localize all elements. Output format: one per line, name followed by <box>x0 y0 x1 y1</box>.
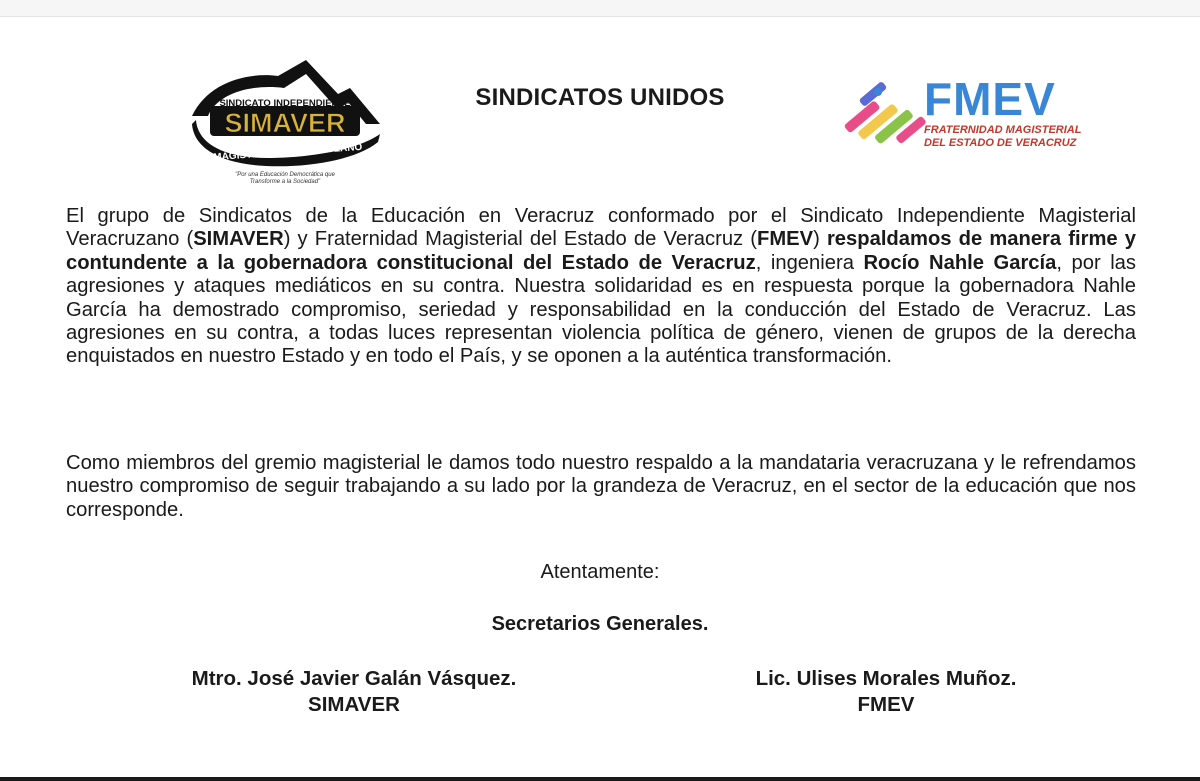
p1-text-5: , por las agresiones y ataques mediáticos en su contra. Nuestra solidaridad es en respuesta porque la gobernadora Nahle García ha demostrado compromiso, seriedad y responsabilidad en la conducción del Estado de Veracruz. Las agresiones en su contra, a todas luces representan violencia política de género, vienen de grupos de la derecha enquistados en nuestro Estado y en todo el País, y se oponen a la auténtica transformación. <box>66 251 1136 368</box>
fmev-logo-sub1: FRATERNIDAD MAGISTERIAL <box>924 124 1082 136</box>
paragraph-1 <box>66 205 1136 369</box>
top-edge <box>0 0 1200 17</box>
simaver-motto-line1: "Por una Educación Democrática que <box>235 172 335 178</box>
paragraph-2: Como miembros del gremio magisterial le damos todo nuestro respaldo a la mandataria veracruzana y le refrendamos nuestro compromiso de seguir trabajando a su lado por la grandeza de Veracruz, en el sector de la educación que nos corresponde. <box>66 452 1136 521</box>
p1-bold-fmev: FMEV <box>757 228 814 251</box>
salutation: Atentamente: <box>540 561 660 583</box>
fmev-logo-sub2: DEL ESTADO DE VERACRUZ <box>924 137 1077 149</box>
signer-name: Lic. Ulises Morales Muñoz. <box>755 667 1017 690</box>
signature-fmev <box>636 666 1136 718</box>
fmev-logo-subtitle <box>924 124 1081 150</box>
signer-org: FMEV <box>857 693 915 716</box>
simaver-logo <box>188 54 384 190</box>
simaver-motto-line2: Transforme a la Sociedad" <box>249 179 321 185</box>
bottom-edge <box>0 777 1200 781</box>
p1-text-1: El grupo de Sindicatos de la Educación en Veracruz conformado por el Sindicato Independiente Magisterial Veracruzano ( <box>66 205 1136 251</box>
simaver-logo-line1: SINDICATO INDEPENDIENTE <box>219 98 351 109</box>
signers-title: Secretarios Generales. <box>491 613 709 635</box>
page-title: SINDICATOS UNIDOS <box>475 84 725 111</box>
fmev-logo-name: FMEV <box>924 73 1056 125</box>
simaver-logo-name: SIMAVER <box>224 108 346 138</box>
p1-text-2: ) y Fraternidad Magisterial del Estado de Veracruz ( <box>283 228 758 251</box>
simaver-mountain-emblem <box>188 54 384 172</box>
simaver-motto <box>210 172 360 186</box>
p1-bold-statement: respaldamos de manera firme y contundente a la gobernadora constitucional del Estado de Veracruz <box>66 228 1136 274</box>
p1-text-4: , ingeniera <box>755 251 864 274</box>
p1-text-3: ) <box>813 228 827 251</box>
signer-name: Mtro. José Javier Galán Vásquez. <box>191 667 517 690</box>
signature-simaver <box>104 666 604 718</box>
p1-bold-simaver: SIMAVER <box>193 228 284 251</box>
signer-org: SIMAVER <box>308 693 400 716</box>
simaver-logo-line2: MAGISTERIAL VERACRUZANO <box>212 141 363 164</box>
p1-bold-name: Rocío Nahle García <box>863 251 1057 274</box>
